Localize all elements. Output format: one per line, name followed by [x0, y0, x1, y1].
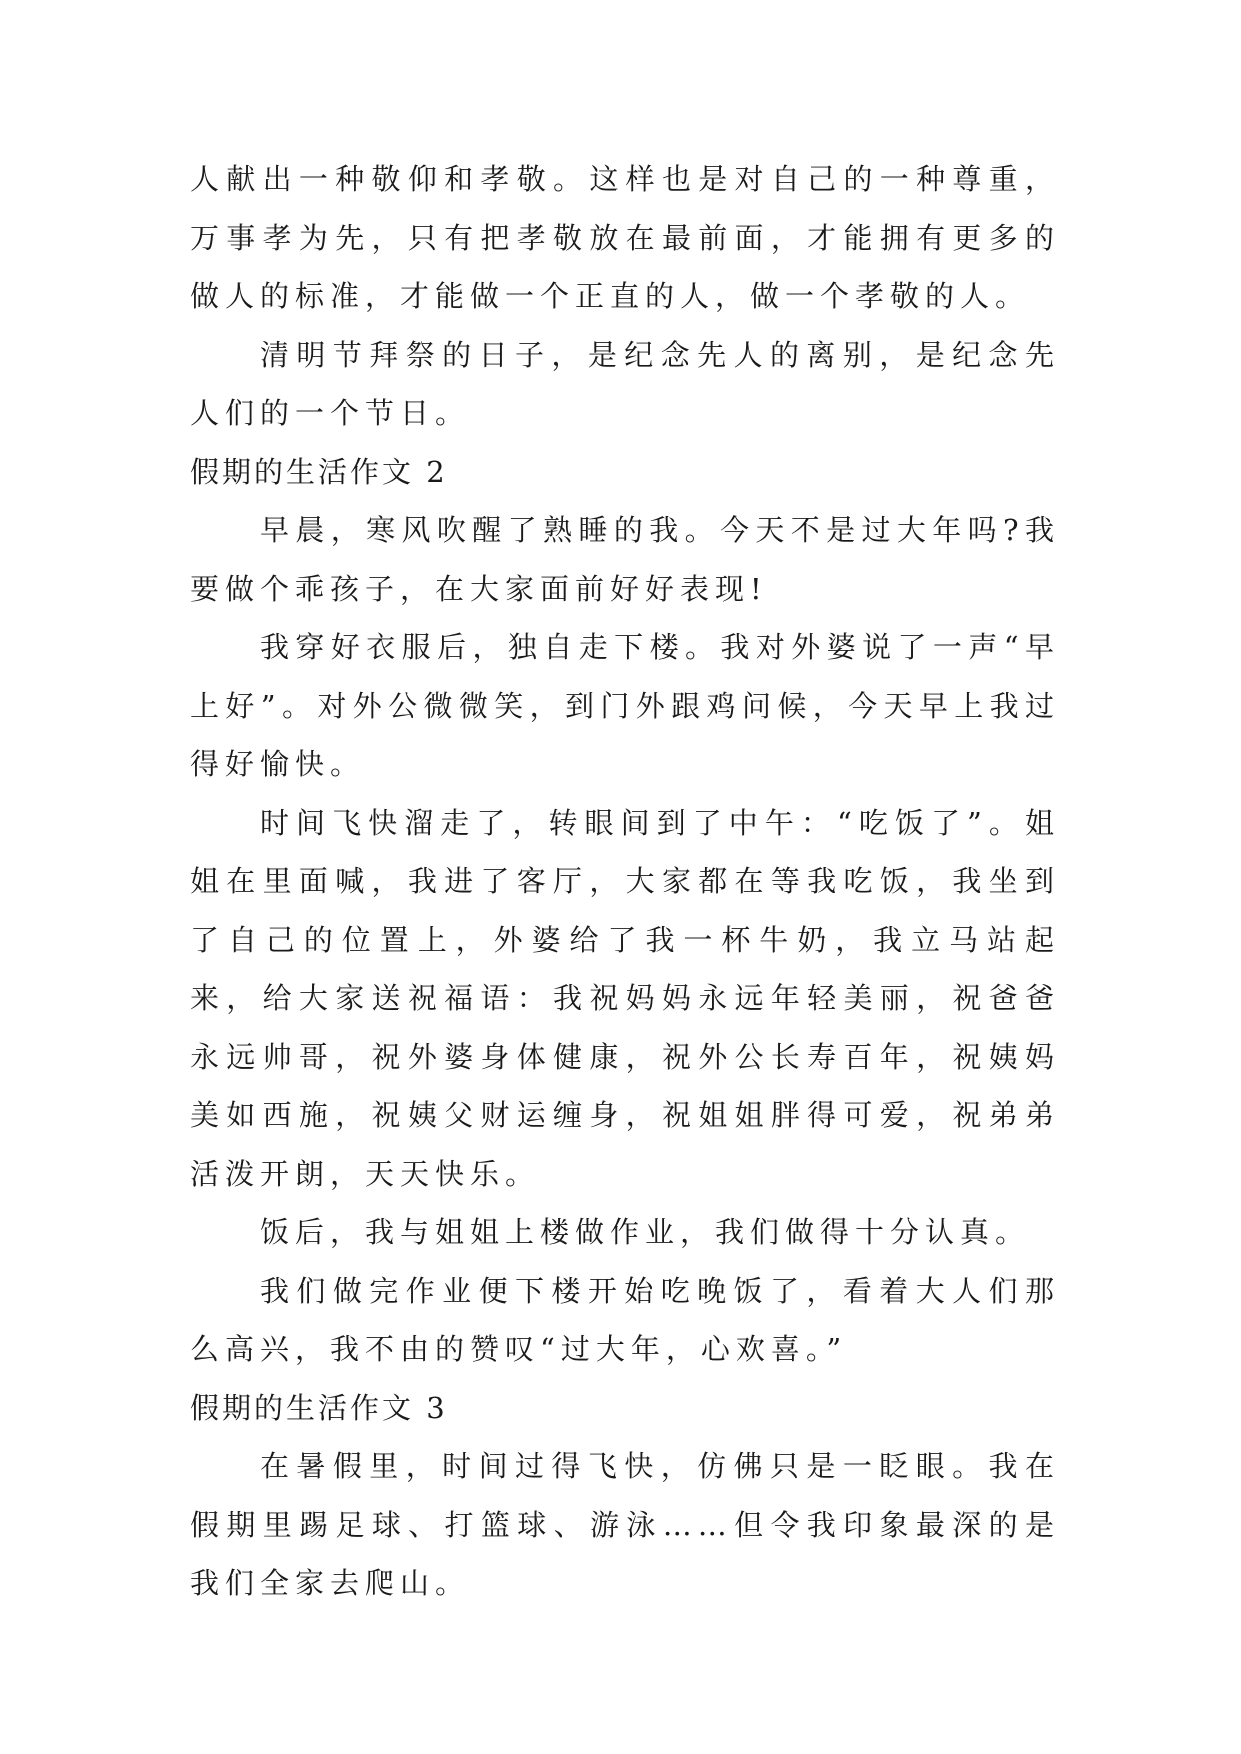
- paragraph-continued: 人献出一种敬仰和孝敬。这样也是对自己的一种尊重，万事孝为先，只有把孝敬放在最前面，才能拥有更多的做人的标准，才能做一个正直的人，做一个孝敬的人。: [190, 162, 1060, 313]
- paragraph: 时间飞快溜走了，转眼间到了中午：“吃饭了”。姐姐在里面喊，我进了客厅，大家都在等我吃饭，我坐到了自己的位置上，外婆给了我一杯牛奶，我立马站起来，给大家送祝福语：我祝妈妈永远年轻美丽，祝爸爸永远帅哥，祝外婆身体健康，祝外公长寿百年，祝姨妈美如西施，祝姨父财运缠身，祝姐姐胖得可爱，祝弟弟活泼开朗，天天快乐。: [190, 805, 1060, 1191]
- paragraph: 早晨，寒风吹醒了熟睡的我。今天不是过大年吗?我要做个乖孩子，在大家面前好好表现!: [190, 513, 1060, 606]
- document-body: [190, 150, 1060, 1613]
- section-heading: 假期的生活作文 3: [190, 1390, 448, 1425]
- section-heading: 假期的生活作文 2: [190, 454, 448, 489]
- paragraph: 饭后，我与姐姐上楼做作业，我们做得十分认真。: [260, 1215, 1031, 1249]
- paragraph: 在暑假里，时间过得飞快，仿佛只是一眨眼。我在假期里踢足球、打篮球、游泳……但令我印象最深的是我们全家去爬山。: [190, 1449, 1060, 1600]
- paragraph: 我穿好衣服后，独自走下楼。我对外婆说了一声“早上好”。对外公微微笑，到门外跟鸡问候，今天早上我过得好愉快。: [190, 630, 1060, 781]
- paragraph: 我们做完作业便下楼开始吃晚饭了，看着大人们那么高兴，我不由的赞叹“过大年，心欢喜。”: [190, 1273, 1060, 1366]
- paragraph: 清明节拜祭的日子，是纪念先人的离别，是纪念先人们的一个节日。: [190, 337, 1060, 430]
